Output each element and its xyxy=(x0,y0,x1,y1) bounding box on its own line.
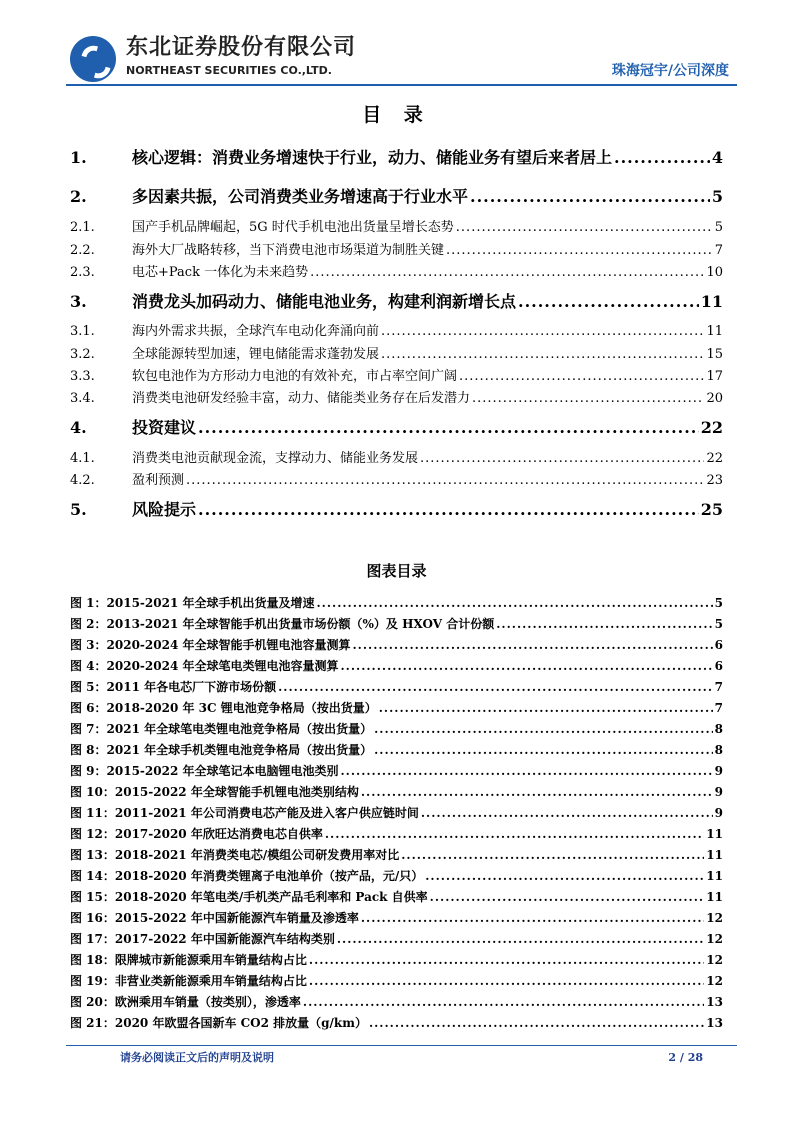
figure-text: 图 19：非营业类新能源乘用车销量结构占比 xyxy=(70,974,307,988)
toc-leader xyxy=(198,500,699,520)
figure-leader xyxy=(430,889,705,905)
toc-leader xyxy=(186,472,704,489)
toc-leader xyxy=(310,264,704,281)
figure-page: 9 xyxy=(714,785,723,799)
toc-entry[interactable] xyxy=(70,242,723,259)
figure-page: 11 xyxy=(706,890,723,904)
figure-leader xyxy=(309,973,704,989)
figure-leader xyxy=(421,805,713,821)
toc-entry[interactable] xyxy=(70,450,723,467)
toc-text: 全球能源转型加速，锂电储能需求蓬勃发展 xyxy=(132,347,380,362)
toc-text: 投资建议 xyxy=(132,418,197,437)
toc-leader xyxy=(446,242,713,259)
figure-entry[interactable] xyxy=(70,1015,723,1031)
figure-entry[interactable] xyxy=(70,616,723,632)
figure-page: 9 xyxy=(714,806,723,820)
toc-number: 4.2. xyxy=(70,473,95,488)
toc-text: 风险提示 xyxy=(132,500,197,519)
figure-entry[interactable] xyxy=(70,700,723,716)
figure-entry[interactable] xyxy=(70,994,723,1010)
toc-text: 核心逻辑：消费业务增速快于行业，动力、储能业务有望后来者居上 xyxy=(132,148,613,167)
toc-page: 25 xyxy=(700,500,723,519)
figure-text: 图 2：2013-2021 年全球智能手机出货量市场份额（%）及 HXOV 合计份额 xyxy=(70,617,495,631)
toc-leader xyxy=(198,418,699,438)
toc-page: 15 xyxy=(706,347,723,362)
company-logo-icon xyxy=(70,36,116,82)
figure-entry[interactable] xyxy=(70,784,723,800)
toc-page: 5 xyxy=(714,220,723,235)
toc-number: 4. xyxy=(70,418,87,437)
toc-page: 7 xyxy=(714,243,723,258)
toc-page: 20 xyxy=(706,391,723,406)
figure-entry[interactable] xyxy=(70,910,723,926)
toc-page: 22 xyxy=(700,418,723,437)
toc-leader xyxy=(456,219,713,236)
figure-text: 图 16：2015-2022 年中国新能源汽车销量及渗透率 xyxy=(70,911,359,925)
figure-leader xyxy=(361,784,713,800)
toc-leader xyxy=(459,368,704,385)
toc-number: 2.2. xyxy=(70,243,95,258)
toc-entry[interactable] xyxy=(70,323,723,340)
toc-entry[interactable] xyxy=(70,187,723,207)
figure-text: 图 7：2021 年全球笔电类锂电池竞争格局（按出货量） xyxy=(70,722,373,736)
figure-page: 6 xyxy=(714,638,723,652)
figure-page: 8 xyxy=(714,722,723,736)
figure-leader xyxy=(278,679,713,695)
toc-entry[interactable] xyxy=(70,368,723,385)
figure-text: 图 20：欧洲乘用车销量（按类别），渗透率 xyxy=(70,995,301,1009)
figure-page: 9 xyxy=(714,764,723,778)
figure-entry[interactable] xyxy=(70,973,723,989)
toc-number: 5. xyxy=(70,500,87,519)
footer-divider xyxy=(66,1045,737,1046)
figure-text: 图 14：2018-2020 年消费类锂离子电池单价（按产品，元/只） xyxy=(70,869,424,883)
toc-number: 4.1. xyxy=(70,451,95,466)
figure-leader xyxy=(337,931,704,947)
figure-leader xyxy=(374,721,713,737)
figure-entry[interactable] xyxy=(70,826,723,842)
figure-leader xyxy=(325,826,704,842)
toc-text: 电芯+Pack 一体化为未来趋势 xyxy=(132,265,309,280)
figure-text: 图 3：2020-2024 年全球智能手机锂电池容量测算 xyxy=(70,638,351,652)
toc-text: 国产手机品牌崛起，5G 时代手机电池出货量呈增长态势 xyxy=(132,220,454,235)
figure-text: 图 8：2021 年全球手机类锂电池竞争格局（按出货量） xyxy=(70,743,373,757)
toc-number: 3.4. xyxy=(70,391,95,406)
figure-entry[interactable] xyxy=(70,952,723,968)
toc-entry[interactable] xyxy=(70,472,723,489)
toc-entry[interactable] xyxy=(70,219,723,236)
report-tag: 珠海冠宇/公司深度 xyxy=(611,63,729,79)
toc-page: 4 xyxy=(711,148,723,167)
figure-leader xyxy=(369,1015,704,1031)
toc-leader xyxy=(518,292,699,312)
figure-entry[interactable] xyxy=(70,931,723,947)
toc-page: 10 xyxy=(706,265,723,280)
toc-text: 软包电池作为方形动力电池的有效补充，市占率空间广阔 xyxy=(132,369,458,384)
toc-number: 3.3. xyxy=(70,369,95,384)
toc-text: 消费龙头加码动力、储能电池业务，构建利润新增长点 xyxy=(132,292,517,311)
toc-number: 3.1. xyxy=(70,324,95,339)
header-divider xyxy=(66,84,737,86)
figure-text: 图 17：2017-2022 年中国新能源汽车结构类别 xyxy=(70,932,335,946)
figure-text: 图 18：限牌城市新能源乘用车销量结构占比 xyxy=(70,953,307,967)
toc-page: 11 xyxy=(706,324,723,339)
figure-entry[interactable] xyxy=(70,847,723,863)
toc-entry[interactable] xyxy=(70,148,723,168)
figure-leader xyxy=(374,742,713,758)
figure-entry[interactable] xyxy=(70,763,723,779)
toc-entry[interactable] xyxy=(70,500,723,520)
figure-entry[interactable] xyxy=(70,742,723,758)
toc-text: 消费类电池贡献现金流，支撑动力、储能业务发展 xyxy=(132,451,419,466)
toc-leader xyxy=(614,148,710,168)
figure-text: 图 21：2020 年欧盟各国新车 CO2 排放量（g/km） xyxy=(70,1016,367,1030)
figure-entry[interactable] xyxy=(70,889,723,905)
figure-page: 5 xyxy=(714,596,723,610)
figure-page: 13 xyxy=(706,995,723,1009)
figure-text: 图 6：2018-2020 年 3C 锂电池竞争格局（按出货量） xyxy=(70,701,377,715)
figure-page: 8 xyxy=(714,743,723,757)
figure-leader xyxy=(309,952,704,968)
toc-number: 2.1. xyxy=(70,220,95,235)
figure-leader xyxy=(361,910,704,926)
figure-entry[interactable] xyxy=(70,595,723,611)
figure-page: 6 xyxy=(714,659,723,673)
footer-disclaimer[interactable]: 请务必阅读正文后的声明及说明 xyxy=(120,1051,274,1064)
toc-page: 5 xyxy=(711,187,723,206)
toc-text: 盈利预测 xyxy=(132,473,185,488)
figure-leader xyxy=(425,868,704,884)
figure-entry[interactable] xyxy=(70,721,723,737)
figures-title: 图表目录 xyxy=(366,562,427,580)
toc-title: 目 录 xyxy=(362,104,431,126)
figure-text: 图 10：2015-2022 年全球智能手机锂电池类别结构 xyxy=(70,785,359,799)
figure-leader xyxy=(316,595,712,611)
figure-entry[interactable] xyxy=(70,679,723,695)
figure-page: 12 xyxy=(706,911,723,925)
figure-leader xyxy=(303,994,704,1010)
toc-number: 2.3. xyxy=(70,265,95,280)
company-name-en: NORTHEAST SECURITIES CO.,LTD. xyxy=(126,64,332,77)
toc-leader xyxy=(470,187,710,207)
toc-text: 海内外需求共振，全球汽车电动化奔涌向前 xyxy=(132,324,380,339)
toc-entry[interactable] xyxy=(70,292,723,312)
figure-page: 7 xyxy=(714,680,723,694)
toc-entry[interactable] xyxy=(70,346,723,363)
toc-text: 多因素共振，公司消费类业务增速高于行业水平 xyxy=(132,187,469,206)
toc-page: 22 xyxy=(706,451,723,466)
figure-entry[interactable] xyxy=(70,868,723,884)
figure-entry[interactable] xyxy=(70,805,723,821)
toc-text: 消费类电池研发经验丰富，动力、储能类业务存在后发潜力 xyxy=(132,391,471,406)
figure-page: 11 xyxy=(706,848,723,862)
figure-text: 图 4：2020-2024 年全球笔电类锂电池容量测算 xyxy=(70,659,339,673)
toc-leader xyxy=(381,323,704,340)
toc-leader xyxy=(472,390,704,407)
figure-text: 图 12：2017-2020 年欣旺达消费电芯自供率 xyxy=(70,827,323,841)
figure-entry[interactable] xyxy=(70,658,723,674)
figure-page: 12 xyxy=(706,953,723,967)
figure-text: 图 13：2018-2021 年消费类电芯/模组公司研发费用率对比 xyxy=(70,848,400,862)
toc-page: 11 xyxy=(700,292,723,311)
toc-number: 1. xyxy=(70,148,87,167)
figure-page: 13 xyxy=(706,1016,723,1030)
page-number: 2 / 28 xyxy=(668,1051,703,1064)
figure-page: 11 xyxy=(706,869,723,883)
figure-page: 12 xyxy=(706,932,723,946)
figure-page: 12 xyxy=(706,974,723,988)
company-name-cn: 东北证券股份有限公司 xyxy=(126,35,357,60)
toc-page: 23 xyxy=(706,473,723,488)
figure-text: 图 11：2011-2021 年公司消费电芯产能及进入客户供应链时间 xyxy=(70,806,419,820)
toc-number: 2. xyxy=(70,187,87,206)
toc-entry[interactable] xyxy=(70,390,723,407)
figure-leader xyxy=(379,700,713,716)
figure-page: 11 xyxy=(706,827,723,841)
figure-page: 5 xyxy=(714,617,723,631)
toc-page: 17 xyxy=(706,369,723,384)
figure-text: 图 15：2018-2020 年笔电类/手机类产品毛利率和 Pack 自供率 xyxy=(70,890,428,904)
figure-page: 7 xyxy=(714,701,723,715)
toc-leader xyxy=(420,450,704,467)
toc-entry[interactable] xyxy=(70,264,723,281)
toc-number: 3.2. xyxy=(70,347,95,362)
figure-text: 图 5：2011 年各电芯厂下游市场份额 xyxy=(70,680,277,694)
figure-leader xyxy=(401,847,704,863)
figure-leader xyxy=(496,616,712,632)
toc-entry[interactable] xyxy=(70,418,723,438)
toc-leader xyxy=(381,346,704,363)
figure-text: 图 9：2015-2022 年全球笔记本电脑锂电池类别 xyxy=(70,764,339,778)
figure-entry[interactable] xyxy=(70,637,723,653)
figure-text: 图 1：2015-2021 年全球手机出货量及增速 xyxy=(70,596,315,610)
toc-text: 海外大厂战略转移，当下消费电池市场渠道为制胜关键 xyxy=(132,243,445,258)
figure-leader xyxy=(340,763,712,779)
figure-leader xyxy=(352,637,712,653)
toc-number: 3. xyxy=(70,292,87,311)
figure-leader xyxy=(340,658,712,674)
